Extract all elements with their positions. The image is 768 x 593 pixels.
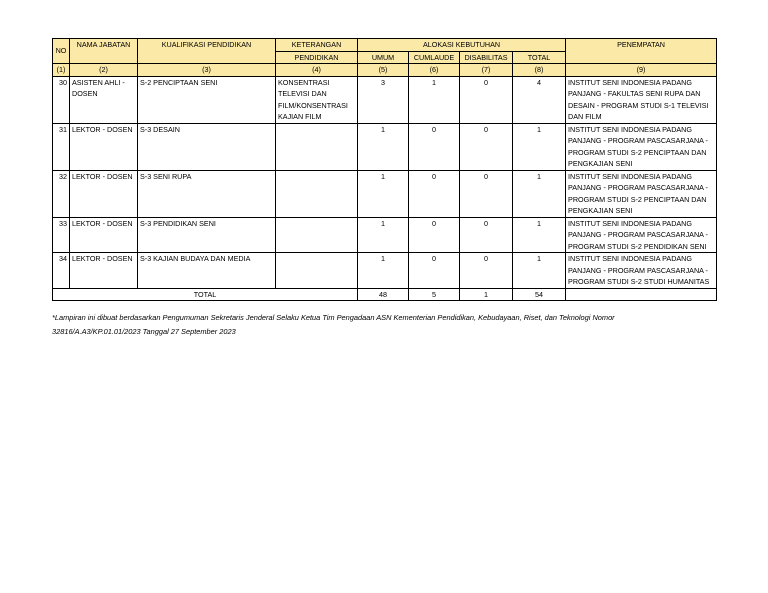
jabatan-line: LEKTOR - DOSEN xyxy=(72,254,133,263)
header-keterangan-1: KETERANGAN xyxy=(276,39,358,52)
column-number: (6) xyxy=(409,64,460,77)
penempatan-line: INSTITUT SENI INDONESIA PADANG xyxy=(568,171,692,181)
cell-kualifikasi: S-3 KAJIAN BUDAYA DAN MEDIA xyxy=(138,253,276,289)
header-disabilitas: DISABILITAS xyxy=(460,51,513,64)
cell-penempatan xyxy=(566,253,717,289)
header-alokasi: ALOKASI KEBUTUHAN xyxy=(358,39,566,52)
header-umum: UMUM xyxy=(358,51,409,64)
cell-jabatan xyxy=(70,123,138,170)
penempatan-line: PANJANG - PROGRAM PASCASARJANA - xyxy=(568,265,708,275)
keterangan-line: KONSENTRASI xyxy=(278,77,330,87)
cell-keterangan xyxy=(276,217,358,253)
cell-disabilitas: 0 xyxy=(460,217,513,253)
table-header xyxy=(53,39,717,77)
cell-keterangan xyxy=(276,253,358,289)
penempatan-line: INSTITUT SENI INDONESIA PADANG xyxy=(568,77,692,87)
total-row xyxy=(53,288,717,301)
penempatan-line: PANJANG - FAKULTAS SENI RUPA DAN xyxy=(568,89,701,98)
cell-no: 33 xyxy=(53,217,70,253)
cell-keterangan xyxy=(276,76,358,123)
cell-total: 1 xyxy=(513,253,566,289)
cell-disabilitas: 0 xyxy=(460,170,513,217)
cell-kualifikasi: S-2 PENCIPTAAN SENI xyxy=(138,76,276,123)
cell-penempatan xyxy=(566,76,717,123)
total-label: TOTAL xyxy=(53,288,358,301)
cell-keterangan xyxy=(276,123,358,170)
cell-cumlaude: 1 xyxy=(409,76,460,123)
cell-umum: 1 xyxy=(358,253,409,289)
penempatan-line: PROGRAM STUDI S-2 PENCIPTAAN DAN xyxy=(568,194,707,204)
cell-cumlaude: 0 xyxy=(409,217,460,253)
cell-umum: 1 xyxy=(358,217,409,253)
header-total: TOTAL xyxy=(513,51,566,64)
keterangan-line: FILM/KONSENTRASI xyxy=(278,100,348,110)
header-penempatan: PENEMPATAN xyxy=(566,39,717,64)
penempatan-line: PANJANG - PROGRAM PASCASARJANA - xyxy=(568,183,708,192)
keterangan-line: KAJIAN FILM xyxy=(278,112,322,121)
table-row xyxy=(53,123,717,170)
total-umum: 48 xyxy=(358,288,409,301)
penempatan-line: PROGRAM STUDI S-2 STUDI HUMANITAS xyxy=(568,277,710,286)
cell-cumlaude: 0 xyxy=(409,253,460,289)
footnote xyxy=(52,311,742,339)
cell-no: 30 xyxy=(53,76,70,123)
column-number: (3) xyxy=(138,64,276,77)
cell-kualifikasi: S-3 PENDIDIKAN SENI xyxy=(138,217,276,253)
cell-disabilitas: 0 xyxy=(460,123,513,170)
column-number: (7) xyxy=(460,64,513,77)
penempatan-line: INSTITUT SENI INDONESIA PADANG xyxy=(568,254,692,263)
footnote-line-1: *Lampiran ini dibuat berdasarkan Pengumuman Sekretaris Jenderal Selaku Ketua Tim Pengadaan ASN Kementerian Pendidikan, Kebudayaan, Riset, dan Teknologi Nomor xyxy=(52,313,615,322)
cell-penempatan xyxy=(566,170,717,217)
formation-table xyxy=(52,38,717,301)
penempatan-line: PROGRAM STUDI S-2 PENDIDIKAN SENI xyxy=(568,241,707,251)
cell-umum: 1 xyxy=(358,170,409,217)
column-number: (9) xyxy=(566,64,717,77)
cell-jabatan xyxy=(70,170,138,217)
cell-penempatan xyxy=(566,217,717,253)
cell-no: 32 xyxy=(53,170,70,217)
total-total: 54 xyxy=(513,288,566,301)
penempatan-line: PANJANG - PROGRAM PASCASARJANA - xyxy=(568,136,708,145)
table-row xyxy=(53,76,717,123)
keterangan-line: TELEVISI DAN xyxy=(278,89,327,98)
header-cumlaude: CUMLAUDE xyxy=(409,51,460,64)
cell-kualifikasi: S-3 DESAIN xyxy=(138,123,276,170)
total-disabilitas: 1 xyxy=(460,288,513,301)
total-penempatan-empty xyxy=(566,288,717,301)
cell-kualifikasi: S-3 SENI RUPA xyxy=(138,170,276,217)
column-number: (2) xyxy=(70,64,138,77)
column-number: (4) xyxy=(276,64,358,77)
penempatan-line: DESAIN - PROGRAM STUDI S-1 TELEVISI xyxy=(568,100,709,110)
jabatan-line: LEKTOR - DOSEN xyxy=(72,218,133,228)
cell-no: 31 xyxy=(53,123,70,170)
penempatan-line: DAN FILM xyxy=(568,112,602,121)
footnote-line-2: 32816/A.A3/KP.01.01/2023 Tanggal 27 September 2023 xyxy=(52,327,236,336)
header-keterangan-2: PENDIDIKAN xyxy=(276,51,358,64)
penempatan-line: PANJANG - PROGRAM PASCASARJANA - xyxy=(568,230,708,239)
jabatan-line: LEKTOR - DOSEN xyxy=(72,171,133,181)
cell-disabilitas: 0 xyxy=(460,76,513,123)
column-number: (1) xyxy=(53,64,70,77)
header-kualifikasi: KUALIFIKASI PENDIDIKAN xyxy=(138,39,276,64)
cell-umum: 3 xyxy=(358,76,409,123)
cell-disabilitas: 0 xyxy=(460,253,513,289)
cell-penempatan xyxy=(566,123,717,170)
cell-jabatan xyxy=(70,253,138,289)
cell-jabatan xyxy=(70,217,138,253)
jabatan-line: LEKTOR - DOSEN xyxy=(72,124,133,134)
penempatan-line: INSTITUT SENI INDONESIA PADANG xyxy=(568,218,692,228)
cell-total: 1 xyxy=(513,170,566,217)
cell-total: 1 xyxy=(513,123,566,170)
column-number: (8) xyxy=(513,64,566,77)
column-number-row xyxy=(53,64,717,77)
cell-cumlaude: 0 xyxy=(409,123,460,170)
penempatan-line: PENGKAJIAN SENI xyxy=(568,206,633,215)
column-number: (5) xyxy=(358,64,409,77)
header-nama-jabatan: NAMA JABATAN xyxy=(70,39,138,64)
jabatan-line: DOSEN xyxy=(72,89,98,98)
total-cumlaude: 5 xyxy=(409,288,460,301)
penempatan-line: PROGRAM STUDI S-2 PENCIPTAAN DAN xyxy=(568,147,707,157)
table-row xyxy=(53,253,717,289)
cell-keterangan xyxy=(276,170,358,217)
cell-no: 34 xyxy=(53,253,70,289)
jabatan-line: ASISTEN AHLI - xyxy=(72,77,125,87)
cell-umum: 1 xyxy=(358,123,409,170)
cell-total: 1 xyxy=(513,217,566,253)
table-row xyxy=(53,217,717,253)
table-row xyxy=(53,170,717,217)
table-body xyxy=(53,76,717,301)
penempatan-line: PENGKAJIAN SENI xyxy=(568,159,633,168)
cell-jabatan xyxy=(70,76,138,123)
cell-cumlaude: 0 xyxy=(409,170,460,217)
cell-total: 4 xyxy=(513,76,566,123)
header-no: NO xyxy=(53,39,70,64)
penempatan-line: INSTITUT SENI INDONESIA PADANG xyxy=(568,124,692,134)
